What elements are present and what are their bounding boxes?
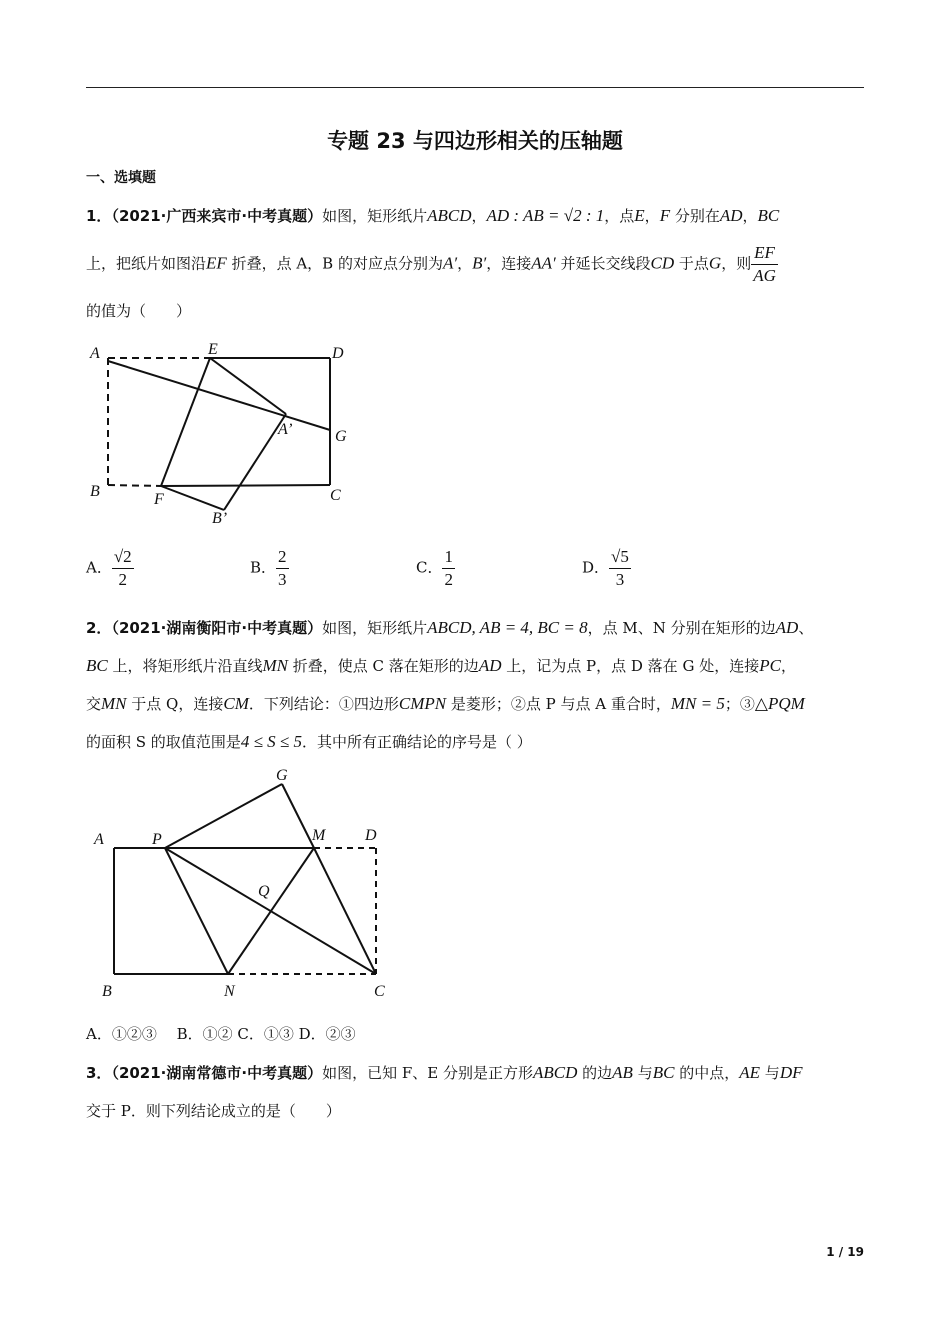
q2-label-A: A <box>94 831 104 848</box>
q1-label-C: C <box>330 487 341 504</box>
q2-label-M: M <box>312 827 326 844</box>
q3-line-1: 3．（2021·湖南常德市·中考真题）如图，已知 F、E 分别是正方形ABCD 的边AB 与BC 的中点，AE 与DF <box>86 1063 803 1082</box>
q1-label-B: B <box>90 483 100 500</box>
q1-line-1: 1．（2021·广西来宾市·中考真题）如图，矩形纸片ABCD，AD : AB = √2 : 1，点E，F 分别在AD，BC <box>86 206 780 225</box>
q2-line-1: 2．（2021·湖南衡阳市·中考真题）如图，矩形纸片ABCD, AB = 4, BC = 8，点 M、N 分别在矩形的边AD、 <box>86 618 814 637</box>
q1-fraction: $\frac{EF}{AG}$ <box>753 243 776 285</box>
q1-label-A: A <box>90 345 100 362</box>
section-heading: 一、选填题 <box>86 170 156 186</box>
q1-label-B-prime: B’ <box>212 510 228 527</box>
q2-edge-GM <box>282 784 314 848</box>
q1-option-a[interactable]: A． $\frac{√2}{2}$ <box>86 547 132 589</box>
page-number: 1 / 19 <box>826 1245 864 1259</box>
q2-label-G: G <box>276 767 288 784</box>
q2-label-N: N <box>224 983 235 1000</box>
q3-line-2: 交于 P．则下列结论成立的是（ ） <box>86 1102 341 1120</box>
header-rule <box>86 87 864 88</box>
q2-figure <box>86 762 406 1007</box>
q2-label-P: P <box>152 831 162 848</box>
q2-line-2: BC 上，将矩形纸片沿直线MN 折叠，使点 C 落在矩形的边AD 上，记为点 P，点 D 落在 G 处，连接PC， <box>86 656 796 675</box>
q1-fold-EF <box>161 358 210 486</box>
q2-options[interactable]: A．①②③ B．①② C．①③ D．②③ <box>86 1025 356 1043</box>
q1-figure <box>86 338 366 528</box>
q2-edge-PG <box>165 784 282 848</box>
q1-edge-EA2 <box>210 358 286 414</box>
q1-edge-FC <box>161 485 330 486</box>
q1-edge-A2B2 <box>224 414 286 510</box>
q1-edge-FB2 <box>161 486 224 510</box>
q1-option-c[interactable]: C． $\frac{1}{2}$ <box>416 547 453 589</box>
q2-label-Q: Q <box>258 883 270 900</box>
q1-label-G: G <box>335 428 347 445</box>
q2-line-4: 的面积 S 的取值范围是4 ≤ S ≤ 5．其中所有正确结论的序号是（ ） <box>86 732 532 751</box>
q1-label-D: D <box>332 345 344 362</box>
q1-label-E: E <box>208 341 218 358</box>
q2-label-D: D <box>365 827 377 844</box>
q2-line-3: 交MN 于点 Q，连接CM．下列结论：①四边形CMPN 是菱形；②点 P 与点 A 重合时，MN = 5；③△PQM <box>86 694 805 713</box>
q2-label-C: C <box>374 983 385 1000</box>
q1-line-2: 上，把纸片如图沿EF 折叠，点 A，B 的对应点分别为A′，B′，连接AA′ 并延长交线段CD 于点G，则 $\frac{EF}{AG}$ <box>86 243 776 285</box>
q1-edge-BF <box>108 485 161 486</box>
q1-line-AG <box>108 361 330 430</box>
q1-label-A-prime: A’ <box>278 421 293 438</box>
q1-option-d[interactable]: D． $\frac{√5}{3}$ <box>582 547 629 589</box>
page-title: 专题 23 与四边形相关的压轴题 <box>327 129 623 153</box>
q1-label-F: F <box>154 491 164 508</box>
q1-option-b[interactable]: B． $\frac{2}{3}$ <box>250 547 287 589</box>
q1-line-3: 的值为（ ） <box>86 302 192 320</box>
q2-label-B: B <box>102 983 112 1000</box>
